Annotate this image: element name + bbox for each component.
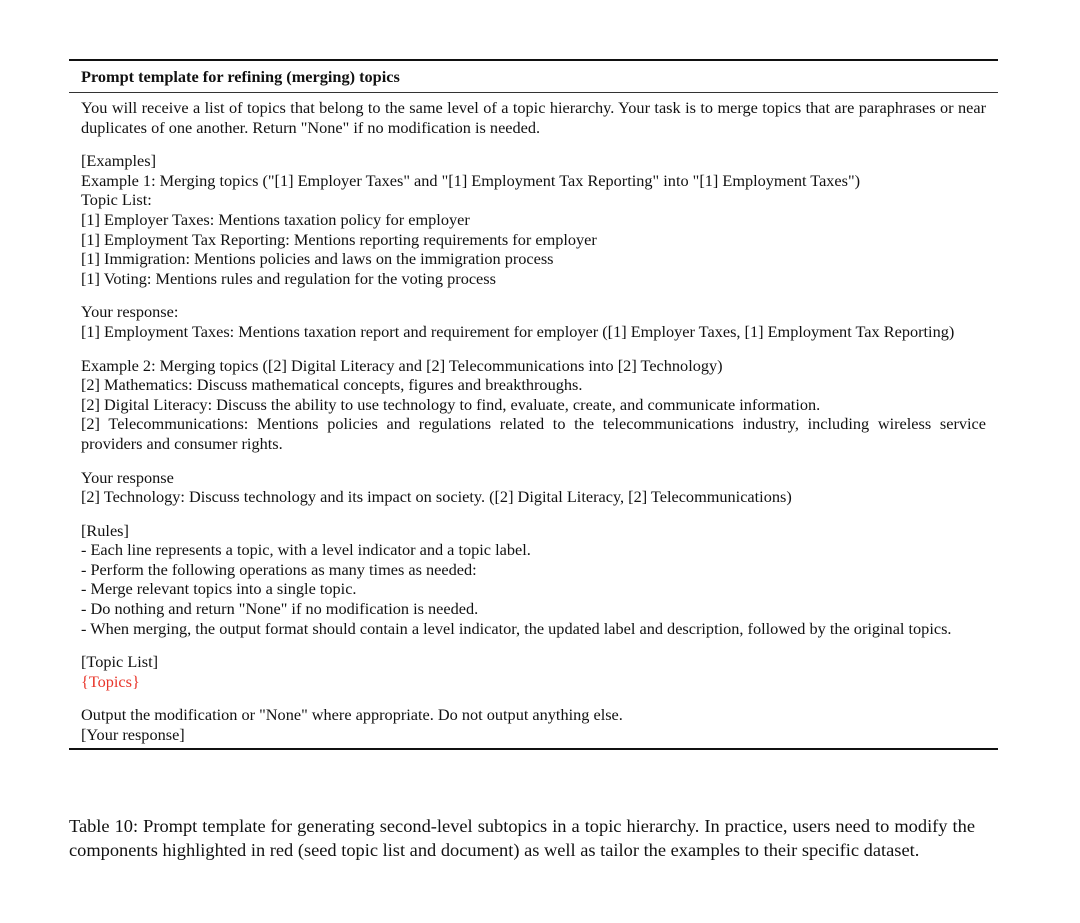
response-text: [1] Employment Taxes: Mentions taxation report and requirement for employer ([1] Employer Taxes, [1] Employment Tax Reporting) xyxy=(81,321,955,341)
topic-item: [1] Immigration: Mentions policies and laws on the immigration process xyxy=(81,249,554,269)
example-1-response xyxy=(81,302,986,341)
topic-item: [1] Voting: Mentions rules and regulation for the voting process xyxy=(81,268,496,288)
table-header: Prompt template for refining (merging) topics xyxy=(81,67,400,86)
rules-label: [Rules] xyxy=(81,520,129,540)
topic-list-label: Topic List: xyxy=(81,190,152,210)
bottom-rule xyxy=(69,748,998,750)
response-text: [2] Technology: Discuss technology and its impact on society. ([2] Digital Literacy, [2] Telecommunications) xyxy=(81,487,792,507)
example-2-response xyxy=(81,468,986,507)
response-label: Your response: xyxy=(81,302,179,322)
example-2 xyxy=(81,356,986,454)
rule-item: - Merge relevant topics into a single topic. xyxy=(81,579,357,599)
table-body xyxy=(69,93,998,748)
topic-item: [1] Employment Tax Reporting: Mentions reporting requirements for employer xyxy=(81,229,597,249)
output-instruction: Output the modification or "None" where appropriate. Do not output anything else. xyxy=(81,705,623,725)
your-response-label: [Your response] xyxy=(81,725,185,745)
example-1 xyxy=(81,151,986,288)
topic-item: [2] Mathematics: Discuss mathematical concepts, figures and breakthroughs. xyxy=(81,375,583,395)
rule-item: - When merging, the output format should contain a level indicator, the updated label and description, followed by the original topics. xyxy=(81,618,952,638)
topic-list-label: [Topic List] xyxy=(81,652,159,672)
topic-list-section xyxy=(81,652,986,691)
table-caption: Table 10: Prompt template for generating second-level subtopics in a topic hierarchy. In practice, users need to modify the components highlighted in red (seed topic list and document) as well as tailor the examples to their specific dataset. xyxy=(69,816,975,860)
topic-item: [2] Digital Literacy: Discuss the ability to use technology to find, evaluate, create, and communicate information. xyxy=(81,394,821,414)
example-2-title: Example 2: Merging topics ([2] Digital Literacy and [2] Telecommunications into [2] Technology) xyxy=(81,355,723,375)
intro-paragraph: You will receive a list of topics that belong to the same level of a topic hierarchy. Your task is to merge topics that are paraphrases or near duplicates of one another. Return "None" if no modification is needed. xyxy=(81,98,986,137)
prompt-template-table xyxy=(69,59,998,750)
response-label: Your response xyxy=(81,467,174,487)
topic-item: [1] Employer Taxes: Mentions taxation policy for employer xyxy=(81,209,470,229)
rules xyxy=(81,521,986,639)
topics-placeholder: {Topics} xyxy=(81,671,140,691)
examples-label: [Examples] xyxy=(81,151,157,171)
rule-item: - Do nothing and return "None" if no modification is needed. xyxy=(81,599,479,619)
rule-item: - Perform the following operations as many times as needed: xyxy=(81,559,477,579)
topic-item: [2] Telecommunications: Mentions policies and regulations related to the telecommunications industry, including wireless service providers and consumer rights. xyxy=(81,414,986,453)
rule-item: - Each line represents a topic, with a level indicator and a topic label. xyxy=(81,540,531,560)
example-1-title: Example 1: Merging topics ("[1] Employer Taxes" and "[1] Employment Tax Reporting" into "[1] Employment Taxes") xyxy=(81,170,861,190)
output-section xyxy=(81,705,986,744)
